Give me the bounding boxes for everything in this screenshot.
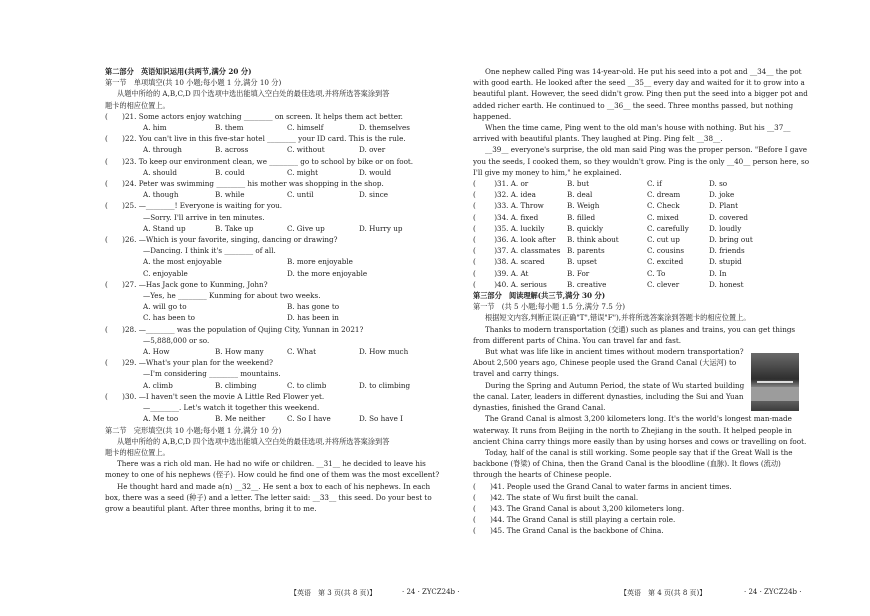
text-line: backbone (脊梁) of China, then the Grand Canal is the bloodline (血脉). It flows (流动) (473, 459, 781, 469)
cloze-option: D. bring out (709, 235, 753, 245)
cloze-option-row (473, 268, 773, 279)
option (215, 301, 287, 312)
cloze-option: ( (473, 179, 476, 189)
text-line: During the Spring and Autumn Period, the state of Wu started building (485, 380, 745, 390)
option: C. until (287, 190, 314, 200)
cloze-option-row (473, 234, 773, 245)
option: B. while (215, 190, 245, 200)
text-line: 第二部分 英语知识运用(共两节,满分 20 分) (105, 67, 252, 76)
text-line: I'll give my money to him," he explained. (473, 167, 622, 177)
text-line: you the seeds, I cooked them, so they wouldn't grow. Ping is the only __40__ person here, so (473, 156, 810, 166)
text-line: the canal. Later, leaders in different dynasties, including the Sui and Yuan (473, 391, 744, 401)
footer-code-3: · 24 · ZYCZ24b · (402, 588, 460, 596)
cloze-option: D. Plant (709, 201, 739, 211)
option: B. How many (215, 347, 264, 357)
option: B. more enjoyable (287, 257, 353, 267)
photo-water (751, 387, 799, 401)
option: D. has been in (287, 313, 339, 323)
option: A. him (143, 123, 167, 133)
cloze-option: )35. A. luckily (487, 223, 545, 233)
cloze-option: B. deal (567, 190, 593, 200)
text-line: Thanks to modern transportation (交通) such as planes and trains, you can get things (485, 324, 796, 334)
cloze-option: C. cut up (647, 235, 680, 245)
cloze-option: ( (473, 257, 476, 267)
text-line: 第二节 完形填空(共 10 小题;每小题 1 分,满分 10 分) (105, 425, 282, 435)
text-line: —I'm considering ________ mountains. (143, 369, 281, 379)
cloze-option: B. Weigh (567, 201, 600, 211)
option: B. Me neither (215, 414, 266, 424)
cloze-option: ( (473, 279, 476, 289)
footer-page-4: 【英语 第 4 页(共 8 页)】 (620, 589, 707, 597)
option-row (105, 301, 435, 312)
cloze-option: ( (473, 246, 476, 256)
option-row (105, 380, 435, 391)
option: B. them (215, 123, 244, 133)
cloze-option: C. To (647, 268, 666, 278)
text-line: ( )43. The Grand Canal is about 3,200 kilometers long. (473, 503, 685, 513)
text-line: dynasties, finished the Grand Canal. (473, 403, 606, 413)
option: B. climbing (215, 380, 257, 390)
text-line: beautiful plant. However, the seed didn't grow. Ping then put the seed into a bigger pot and (473, 89, 808, 99)
footer-code-4: · 24 · ZYCZ24b · (744, 588, 802, 596)
cloze-option-row (473, 189, 773, 200)
option (215, 256, 287, 267)
footer-page-3: 【英语 第 3 页(共 8 页)】 (290, 589, 377, 597)
text-line: __39__ everyone's surprise, the old man said Ping was the proper person. "Before I gave (485, 145, 808, 155)
text-line: 题卡的相应位置上。 (105, 100, 170, 110)
option: B. across (215, 145, 249, 155)
option: A. will go to (143, 302, 187, 312)
text-line: ( )23. To keep our environment clean, we ________ go to school by bike or on foot. (105, 156, 414, 166)
text-line: box, there was a seed (种子) and a letter. The letter said: __33__ this seed. Do your best to (105, 492, 432, 502)
cloze-option-row (473, 178, 773, 189)
text-line: through the hearts of Chinese people. (473, 470, 612, 480)
text-line: ( )45. The Grand Canal is the backbone of China. (473, 526, 664, 536)
cloze-option: B. but (567, 179, 589, 189)
cloze-option: )37. A. classmates (487, 246, 561, 256)
option: C. himself (287, 123, 324, 133)
cloze-option: )34. A. fixed (487, 212, 539, 222)
text-line: 从题中所给的 A,B,C,D 四个选项中选出能填入空白处的最佳选项,并将所选答案涂到答 (117, 436, 390, 446)
cloze-option: ( (473, 235, 476, 245)
cloze-option: B. creative (567, 279, 607, 289)
cloze-option: )38. A. scared (487, 257, 545, 267)
cloze-option: C. cousins (647, 246, 685, 256)
text-line: The Grand Canal is almost 3,200 kilometers long. It's the world's longest man-made (485, 414, 792, 424)
cloze-option: C. if (647, 179, 662, 189)
text-line: 题卡的相应位置上。 (105, 447, 170, 457)
cloze-option: ( (473, 212, 476, 222)
grand-canal-photo (751, 353, 799, 411)
cloze-option: B. think about (567, 235, 619, 245)
cloze-option: B. For (567, 268, 590, 278)
cloze-option: D. In (709, 268, 727, 278)
cloze-option-row (473, 212, 773, 223)
option-row (105, 312, 435, 323)
option: A. Me too (143, 414, 179, 424)
option: C. So I have (287, 414, 331, 424)
option (359, 268, 431, 279)
text-line: When the time came, Ping went to the old man's house with nothing. But his __37__ (485, 123, 791, 133)
text-line: ( )28. —________ was the population of Qujing City, Yunnan in 2021? (105, 324, 364, 334)
option: D. So have I (359, 414, 403, 424)
cloze-option: D. friends (709, 246, 745, 256)
cloze-option: C. carefully (647, 223, 689, 233)
text-line: arrived with beautiful plants. They laughed at Ping. Ping felt __38__. (473, 134, 723, 144)
option: D. How much (359, 347, 409, 357)
text-line: grow a beautiful plant. After three months, bring it to me. (105, 503, 317, 513)
right-column (473, 66, 810, 537)
option-row (105, 256, 435, 267)
cloze-option: C. excited (647, 257, 684, 267)
cloze-option: B. upset (567, 257, 597, 267)
text-line: ( )44. The Grand Canal is still playing a certain role. (473, 515, 676, 525)
text-line: 从题中所给的 A,B,C,D 四个选项中选出能填入空白处的最佳选项,并将所选答案涂到答 (117, 89, 390, 99)
option (215, 312, 287, 323)
cloze-option-row (473, 223, 773, 234)
option: D. over (359, 145, 386, 155)
cloze-option: )33. A. Throw (487, 201, 544, 211)
option: C. Give up (287, 223, 325, 233)
text-line: travel and carry things. (473, 369, 559, 379)
cloze-option-row (473, 245, 773, 256)
option: A. climb (143, 380, 173, 390)
cloze-option: )31. A. or (487, 179, 529, 189)
option-row (105, 189, 435, 200)
left-column (105, 66, 440, 514)
option-row (105, 268, 435, 279)
option (359, 256, 431, 267)
cloze-option-row (473, 279, 773, 290)
text-line: 第三部分 阅读理解(共三节,满分 30 分) (473, 291, 606, 301)
option: D. since (359, 190, 388, 200)
cloze-option: D. stupid (709, 257, 742, 267)
option: C. without (287, 145, 325, 155)
option: C. enjoyable (143, 268, 188, 278)
cloze-option: ( (473, 223, 476, 233)
cloze-option: C. clever (647, 279, 680, 289)
option: A. How (143, 347, 170, 357)
text-line: ( )27. —Has Jack gone to Kunming, John? (105, 279, 268, 289)
text-line: —________. Let's watch it together this weekend. (143, 403, 320, 413)
text-line: —5,888,000 or so. (143, 335, 210, 345)
cloze-option: )39. A. At (487, 268, 529, 278)
text-line: ( )42. The state of Wu first built the canal. (473, 492, 639, 502)
option: C. has been to (143, 313, 195, 323)
cloze-option: B. parents (567, 246, 605, 256)
option: B. Take up (215, 223, 254, 233)
option (215, 268, 287, 279)
option-row (105, 413, 435, 424)
text-line: But what was life like in ancient times without modern transportation? (485, 347, 744, 357)
option: C. to climb (287, 380, 327, 390)
option (359, 312, 431, 323)
text-line: ( )24. Peter was swimming ________ his mother was shopping in the shop. (105, 179, 384, 189)
cloze-option: B. quickly (567, 223, 604, 233)
option-row (105, 346, 435, 357)
text-line: ( )21. Some actors enjoy watching ________ on screen. It helps them act better. (105, 111, 403, 121)
cloze-option: )40. A. serious (487, 279, 547, 289)
option: C. might (287, 167, 319, 177)
text-line: ( )30. —I haven't seen the movie A Little Red Flower yet. (105, 391, 325, 401)
text-line: ( )29. —What's your plan for the weekend? (105, 358, 273, 368)
cloze-option: D. covered (709, 212, 749, 222)
text-line: 根据短文内容,判断正误(正确"T",错误"F"),并将所选答案涂到答题卡的相应位置上。 (485, 313, 751, 323)
cloze-option: D. so (709, 179, 728, 189)
cloze-option: )32. A. idea (487, 190, 536, 200)
text-line: ( )26. —Which is your favorite, singing, dancing or drawing? (105, 235, 338, 245)
text-line: 第一节 (共 5 小题;每小题 1.5 分,满分 7.5 分) (473, 302, 626, 312)
cloze-option: B. filled (567, 212, 596, 222)
option-row (105, 167, 435, 178)
cloze-option: C. Check (647, 201, 680, 211)
text-line: He thought hard and made a(n) __32__. He sent a box to each of his nephews. In each (117, 481, 431, 491)
text-line: added richer earth. He continued to __36__ the seed. Three months passed, but nothing (473, 100, 794, 110)
cloze-option: )36. A. look after (487, 235, 556, 245)
option: A. Stand up (143, 223, 186, 233)
text-line: ( )22. You can't live in this five-star hotel ________ your ID card. This is the rule. (105, 134, 406, 144)
option: D. themselves (359, 123, 410, 133)
cloze-option: C. mixed (647, 212, 679, 222)
option (359, 301, 431, 312)
cloze-option-row (473, 256, 773, 267)
cloze-option: D. honest (709, 279, 744, 289)
option-row (105, 144, 435, 155)
cloze-option: ( (473, 190, 476, 200)
text-line: About 2,500 years ago, Chinese people used the Grand Canal (大运河) to (473, 358, 737, 368)
option: D. to climbing (359, 380, 411, 390)
text-line: ancient China carry things more easily than by using horses and cows or travelling on foot. (473, 436, 807, 446)
text-line: ( )41. People used the Grand Canal to water farms in ancient times. (473, 481, 732, 491)
text-line: One nephew called Ping was 14-year-old. He put his seed into a pot and __34__ the pot (485, 67, 802, 76)
option: B. could (215, 167, 245, 177)
option: D. Hurry up (359, 223, 403, 233)
text-line: from different parts of China. You can travel far and fast. (473, 335, 682, 345)
option: D. would (359, 167, 392, 177)
option: A. the most enjoyable (143, 257, 222, 267)
text-line: with good earth. He looked after the seed __35__ every day and waited for it to grow into a (473, 78, 805, 88)
cloze-option: D. loudly (709, 223, 742, 233)
cloze-option: D. joke (709, 190, 735, 200)
option: D. the more enjoyable (287, 268, 368, 278)
cloze-option-row (473, 200, 773, 211)
text-line: happened. (473, 111, 512, 121)
cloze-option: ( (473, 201, 476, 211)
text-line: waterway. It runs from Beijing in the north to Zhejiang in the south. It helped people in (473, 425, 792, 435)
option-row (105, 122, 435, 133)
option: B. has gone to (287, 302, 340, 312)
text-line: —Sorry. I'll arrive in ten minutes. (143, 212, 265, 222)
text-line: —Dancing. I think it's ________ of all. (143, 246, 276, 256)
cloze-option: C. dream (647, 190, 681, 200)
text-line: 第一节 单项填空(共 10 小题;每小题 1 分,满分 10 分) (105, 78, 282, 88)
text-line: money to one of his nephews (侄子). How could he find one of them was the most excellent? (105, 470, 440, 480)
text-line: ( )25. —________! Everyone is waiting for you. (105, 201, 283, 211)
option: C. What (287, 347, 317, 357)
text-line: Today, half of the canal is still working. Some people say that if the Great Wall is the (485, 447, 793, 457)
option: A. through (143, 145, 182, 155)
option: A. though (143, 190, 179, 200)
option: A. should (143, 167, 177, 177)
cloze-option: ( (473, 268, 476, 278)
text-line: —Yes, he ________ Kunming for about two weeks. (143, 291, 321, 301)
text-line: There was a rich old man. He had no wife or children. __31__ he decided to leave his (117, 459, 426, 469)
option-row (105, 223, 435, 234)
